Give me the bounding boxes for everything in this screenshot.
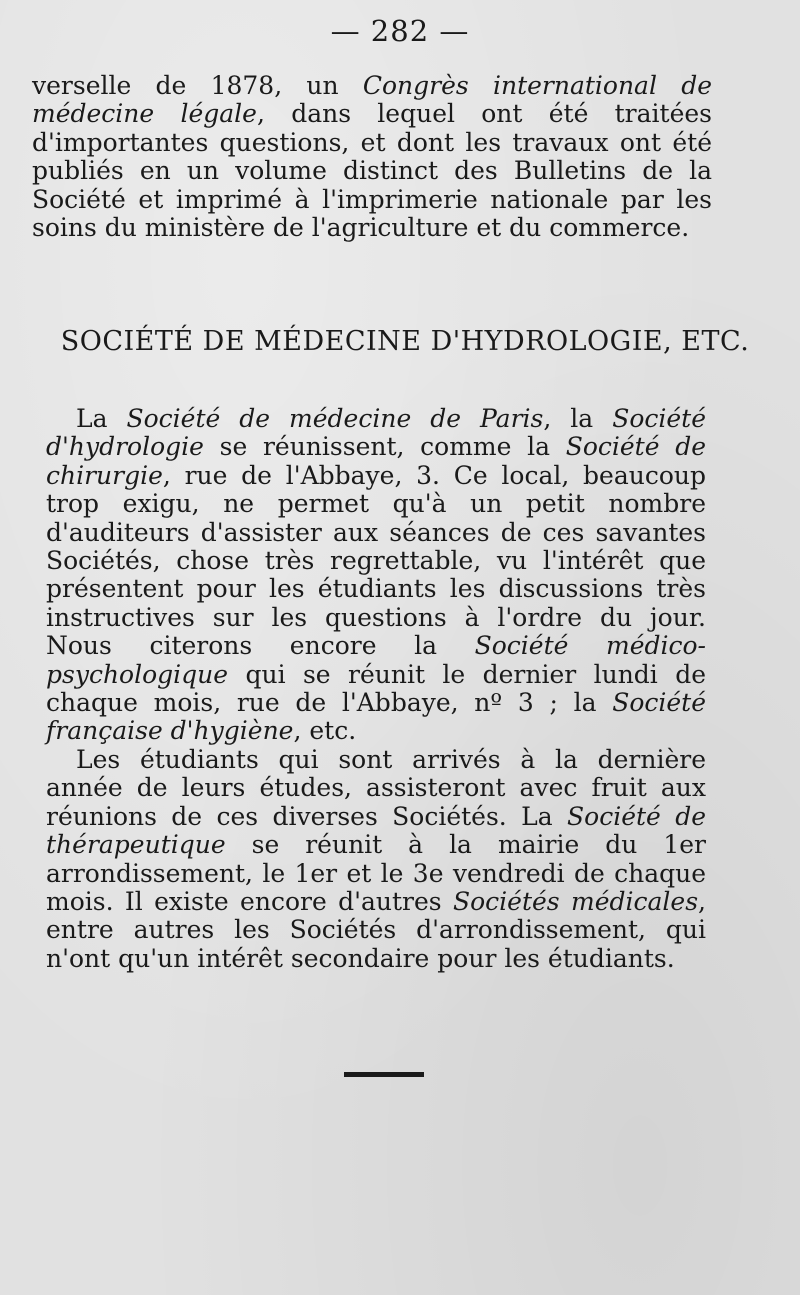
text-run: se réunissent, comme la: [203, 432, 566, 462]
text-run: , la: [543, 404, 613, 433]
section-heading: SOCIÉTÉ DE MÉDECINE D'HYDROLOGIE, ETC.: [60, 326, 750, 357]
text-run: verselle de 1878, un: [32, 71, 363, 100]
text-run: , etc.: [293, 716, 357, 746]
text-run: se réunit à la mairie du 1er arrondissement, le 1er et le 3e vendredi de chaque mois. Il existe encore d'autres: [46, 830, 706, 916]
paragraph-2: [46, 746, 706, 973]
text-run: , rue de l'Abbaye, 3. Ce local, beaucoup trop exigu, ne permet qu'à un petit nombre d'auditeurs d'assister aux séances de ces savantes Sociétés, chose très regrettable, vu l'intérêt que présentent pour les étudiants les discussions très instructives sur les questions à l'ordre du jour. Nous citerons encore la: [46, 460, 706, 661]
italic-run: Société de thérapeutique: [46, 801, 706, 860]
text-run: , dans lequel ont été traitées d'importantes questions, et dont les travaux ont été publiés en un volume distinct des Bulletins de la Société et imprimé à l'imprimerie nationale par les soins du ministère de l'agriculture et du commerce.: [32, 99, 712, 243]
text-run: qui se réunit le dernier lundi de chaque mois, rue de l'Abbaye, nº 3 ; la: [46, 659, 706, 718]
section-body: [46, 405, 706, 973]
italic-run: Sociétés médicales: [453, 886, 699, 916]
closing-rule: [344, 1072, 424, 1077]
italic-run: Société de chirurgie: [46, 432, 706, 490]
italic-run: Société médico-psychologique: [46, 631, 706, 689]
italic-run: Société d'hydrologie: [46, 404, 706, 462]
italic-run: Congrès international de médecine légale: [32, 71, 713, 129]
text-run: , entre autres les Sociétés d'arrondissement, qui n'ont qu'un intérêt secondaire pour les étudiants.: [46, 886, 706, 973]
continued-paragraph: [32, 72, 712, 242]
page-number: — 282 —: [330, 14, 470, 48]
italic-run: Société de médecine de Paris: [126, 404, 544, 433]
text-run: La: [76, 404, 127, 433]
continued-paragraph-text: [32, 72, 712, 242]
paragraph-1: [46, 405, 706, 746]
text-run: Les étudiants qui sont arrivés à la dernière année de leurs études, assisteront avec fruit aux réunions de ces diverses Sociétés. La: [46, 744, 706, 831]
italic-run: Société française d'hygiène: [46, 688, 706, 746]
